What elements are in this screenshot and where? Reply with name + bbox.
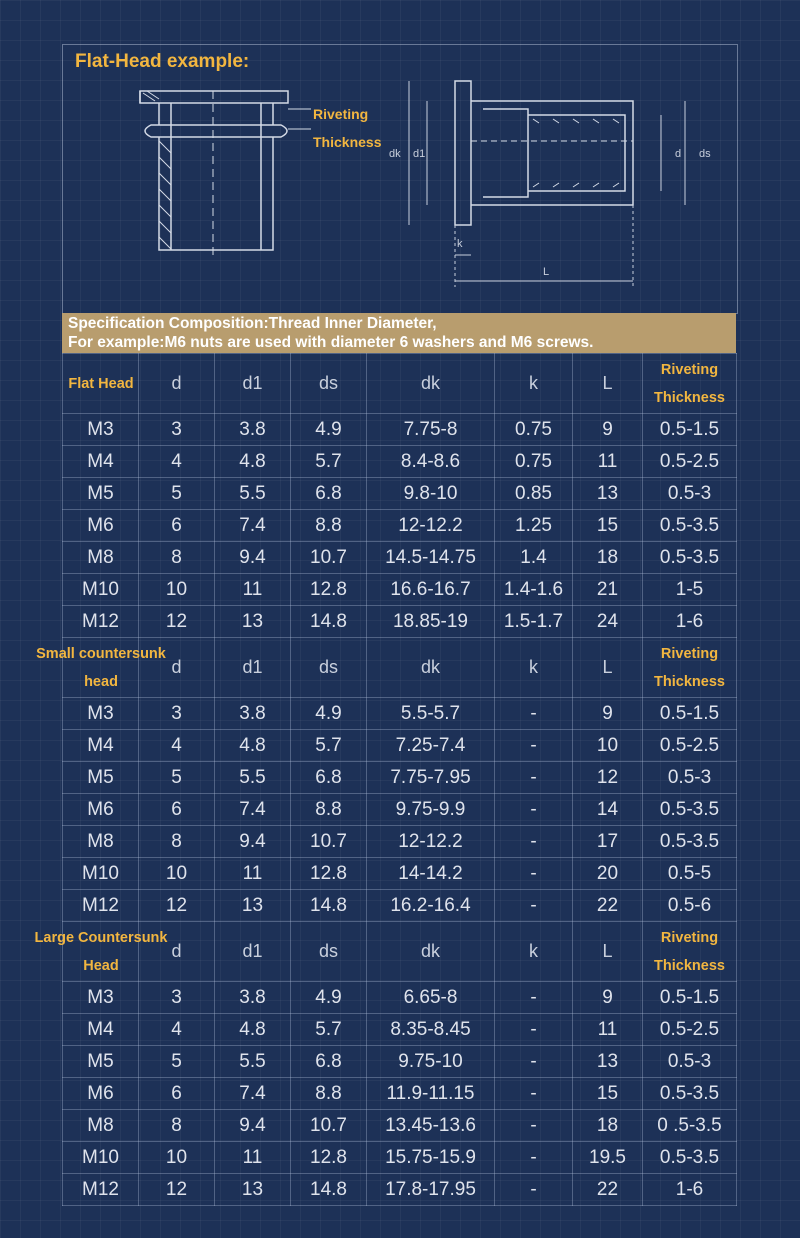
table-cell: 0.5-1.5 [643,698,737,730]
table-cell: 12 [139,606,215,638]
table-cell: 13 [573,1046,643,1078]
table-cell: M12 [63,1174,139,1206]
section-header-row [63,638,737,698]
column-header: d [139,922,215,982]
table-cell: 6 [139,510,215,542]
table-row [63,1174,737,1206]
table-cell: M8 [63,1110,139,1142]
table-cell: 8 [139,542,215,574]
table-cell: 8.4-8.6 [367,446,495,478]
table-cell: 14.8 [291,606,367,638]
table-cell: 0.85 [495,478,573,510]
table-cell: - [495,762,573,794]
table-cell: - [495,730,573,762]
table-cell: 12-12.2 [367,510,495,542]
table-cell: 0.5-3.5 [643,826,737,858]
table-cell: 9.8-10 [367,478,495,510]
table-cell: 0.75 [495,446,573,478]
table-cell: 14 [573,794,643,826]
riveting-header-line-2: Thickness [654,389,725,406]
spec-table [34,353,737,1206]
riveting-header-line-1: Riveting [660,645,719,662]
table-cell: 16.2-16.4 [367,890,495,922]
table-cell: 11 [215,574,291,606]
table-cell: M3 [63,414,139,446]
table-cell: - [495,982,573,1014]
table-cell: 1.25 [495,510,573,542]
column-header: d [139,638,215,698]
table-cell: 4 [139,1014,215,1046]
table-cell: 10 [139,1142,215,1174]
table-cell: 11 [573,446,643,478]
table-cell: - [495,1046,573,1078]
table-cell: 5 [139,478,215,510]
riveting-header-line-2: Thickness [654,957,725,974]
column-header: ds [291,354,367,414]
table-cell: 5.7 [291,446,367,478]
section-name-cell [34,922,168,982]
table-cell: M5 [63,762,139,794]
table-cell: 16.6-16.7 [367,574,495,606]
table-cell: M4 [63,446,139,478]
table-cell: 6.65-8 [367,982,495,1014]
table-cell: M3 [63,982,139,1014]
table-cell: 5.7 [291,1014,367,1046]
flat-head-drawing [63,45,737,313]
table-cell: 13 [573,478,643,510]
table-cell: 4.8 [215,730,291,762]
table-row [63,510,737,542]
table-cell: 13 [215,890,291,922]
table-cell: - [495,1174,573,1206]
riveting-header-line-1: Riveting [660,361,719,378]
table-cell: 9 [573,698,643,730]
column-header: d [139,354,215,414]
table-cell: M6 [63,1078,139,1110]
table-cell: 12.8 [291,574,367,606]
table-cell: - [495,826,573,858]
riveting-thickness-header [643,354,737,414]
table-cell: 12 [139,1174,215,1206]
column-header: dk [367,354,495,414]
table-cell: - [495,858,573,890]
dimension-lines [409,81,685,287]
table-cell: 9.75-9.9 [367,794,495,826]
table-cell: 9.4 [215,542,291,574]
table-row [63,414,737,446]
table-cell: M6 [63,794,139,826]
table-cell: 13 [215,606,291,638]
table-cell: M8 [63,826,139,858]
table-cell: 4.9 [291,982,367,1014]
table-cell: 22 [573,1174,643,1206]
table-cell: 8 [139,826,215,858]
table-cell: 15.75-15.9 [367,1142,495,1174]
column-header: dk [367,922,495,982]
table-cell: 4.8 [215,446,291,478]
table-cell: - [495,698,573,730]
table-cell: 12-12.2 [367,826,495,858]
column-header: dk [367,638,495,698]
table-cell: 18.85-19 [367,606,495,638]
table-cell: - [495,794,573,826]
table-cell: 6.8 [291,1046,367,1078]
table-row [63,762,737,794]
table-cell: 0.5-1.5 [643,982,737,1014]
table-cell: 8.35-8.45 [367,1014,495,1046]
table-cell: 5.5-5.7 [367,698,495,730]
table-cell: 5.5 [215,1046,291,1078]
table-cell: 14.5-14.75 [367,542,495,574]
table-cell: 17 [573,826,643,858]
table-cell: 22 [573,890,643,922]
table-cell: 5.5 [215,762,291,794]
table-cell: 9.75-10 [367,1046,495,1078]
table-cell: 19.5 [573,1142,643,1174]
dim-dk: dk [389,148,401,160]
riveting-header-line-1: Riveting [660,929,719,946]
table-cell: M12 [63,606,139,638]
table-cell: 10.7 [291,1110,367,1142]
table-row [63,858,737,890]
table-cell: 0.5-1.5 [643,414,737,446]
table-cell: M3 [63,698,139,730]
table-row [63,574,737,606]
table-row [63,1014,737,1046]
table-cell: 9 [573,414,643,446]
table-cell: 0.5-3 [643,1046,737,1078]
table-row [63,730,737,762]
table-cell: 21 [573,574,643,606]
table-cell: 0.5-2.5 [643,446,737,478]
table-cell: 0.5-3.5 [643,794,737,826]
table-cell: M10 [63,858,139,890]
table-cell: 9.4 [215,1110,291,1142]
table-cell: 9 [573,982,643,1014]
table-cell: 7.4 [215,510,291,542]
dim-d1: d1 [413,148,426,160]
table-cell: M10 [63,574,139,606]
dim-k: k [457,238,463,250]
section-name-cell [36,638,166,698]
table-cell: 3.8 [215,698,291,730]
table-row [63,698,737,730]
table-cell: 14.8 [291,1174,367,1206]
specification-banner [62,313,736,353]
column-header: L [573,922,643,982]
section-name-line-1: Small countersunk [36,645,166,662]
table-cell: 10 [139,858,215,890]
table-cell: 3 [139,414,215,446]
column-header: L [573,354,643,414]
table-cell: 12 [139,890,215,922]
table-cell: - [495,1014,573,1046]
table-cell: 0 .5-3.5 [643,1110,737,1142]
table-row [63,1078,737,1110]
column-header: k [495,354,573,414]
table-cell: 3 [139,698,215,730]
table-cell: 4 [139,446,215,478]
table-cell: 1.4-1.6 [495,574,573,606]
section-name-line-1: Flat Head [68,375,134,392]
table-cell: 0.75 [495,414,573,446]
table-cell: 1.5-1.7 [495,606,573,638]
table-row [63,890,737,922]
table-cell: 10.7 [291,826,367,858]
column-header: d1 [215,638,291,698]
table-cell: M6 [63,510,139,542]
dim-ds: ds [699,148,711,160]
table-cell: 0.5-3 [643,762,737,794]
table-cell: 5 [139,1046,215,1078]
table-cell: 7.25-7.4 [367,730,495,762]
table-cell: - [495,890,573,922]
dimensioned-nut-drawing [455,81,633,225]
table-cell: M10 [63,1142,139,1174]
table-cell: 13 [215,1174,291,1206]
table-row [63,1142,737,1174]
table-cell: 14-14.2 [367,858,495,890]
spec-line-1: Specification Composition:Thread Inner Diameter, [68,315,437,332]
table-cell: 0.5-3.5 [643,1078,737,1110]
table-cell: M5 [63,478,139,510]
table-row [63,542,737,574]
table-row [63,982,737,1014]
table-row [63,606,737,638]
table-row [63,794,737,826]
table-cell: 12.8 [291,858,367,890]
riveting-thickness-header [643,638,737,698]
table-cell: 5 [139,762,215,794]
column-header: k [495,922,573,982]
table-cell: 4.9 [291,414,367,446]
diagram-title: Flat-Head example: [75,51,250,72]
table-cell: 0.5-2.5 [643,730,737,762]
table-cell: 0.5-2.5 [643,1014,737,1046]
table-cell: 7.4 [215,1078,291,1110]
table-cell: 12.8 [291,1142,367,1174]
riveting-label: Riveting [313,106,369,122]
table-cell: 14.8 [291,890,367,922]
table-cell: 3.8 [215,982,291,1014]
diagram-box [62,44,738,314]
table-cell: 0.5-5 [643,858,737,890]
column-header: d1 [215,922,291,982]
table-cell: 10 [139,574,215,606]
dim-L: L [543,266,550,278]
table-cell: 9.4 [215,826,291,858]
table-cell: 4.8 [215,1014,291,1046]
table-cell: 0.5-6 [643,890,737,922]
table-cell: M4 [63,730,139,762]
column-header: k [495,638,573,698]
table-cell: 5.5 [215,478,291,510]
column-header: ds [291,922,367,982]
table-cell: 18 [573,1110,643,1142]
table-cell: M8 [63,542,139,574]
table-cell: 11 [573,1014,643,1046]
table-cell: 15 [573,510,643,542]
table-cell: 8 [139,1110,215,1142]
section-name-line-2: Head [83,957,119,974]
table-cell: 0.5-3.5 [643,542,737,574]
table-cell: 1-5 [643,574,737,606]
riveting-header-line-2: Thickness [654,673,725,690]
table-cell: 3.8 [215,414,291,446]
table-row [63,446,737,478]
table-cell: 1.4 [495,542,573,574]
table-cell: 7.75-7.95 [367,762,495,794]
table-cell: M4 [63,1014,139,1046]
section-name-line-2: head [84,673,118,690]
table-cell: 5.7 [291,730,367,762]
table-cell: 6 [139,1078,215,1110]
thickness-label: Thickness [313,134,382,150]
table-cell: 15 [573,1078,643,1110]
table-cell: - [495,1078,573,1110]
table-cell: 1-6 [643,1174,737,1206]
table-cell: 6.8 [291,762,367,794]
table-cell: 0.5-3.5 [643,1142,737,1174]
table-cell: 6 [139,794,215,826]
table-cell: 1-6 [643,606,737,638]
spec-table-body [34,354,737,1206]
table-row [63,478,737,510]
section-header-row [63,922,737,982]
installed-nut-drawing [140,91,311,255]
table-cell: 0.5-3.5 [643,510,737,542]
table-cell: 8.8 [291,510,367,542]
table-cell: 11.9-11.15 [367,1078,495,1110]
column-header: L [573,638,643,698]
table-cell: M5 [63,1046,139,1078]
table-cell: 18 [573,542,643,574]
table-cell: 17.8-17.95 [367,1174,495,1206]
table-cell: 8.8 [291,794,367,826]
table-cell: 6.8 [291,478,367,510]
table-row [63,1110,737,1142]
table-cell: 4.9 [291,698,367,730]
table-cell: - [495,1142,573,1174]
table-cell: 7.4 [215,794,291,826]
table-cell: 8.8 [291,1078,367,1110]
table-cell: 12 [573,762,643,794]
section-name-cell [63,354,139,414]
table-cell: 0.5-3 [643,478,737,510]
table-cell: 11 [215,1142,291,1174]
table-cell: M12 [63,890,139,922]
section-header-row [63,354,737,414]
table-cell: 24 [573,606,643,638]
spec-line-2: For example:M6 nuts are used with diameter 6 washers and M6 screws. [68,334,594,351]
table-cell: 20 [573,858,643,890]
table-cell: 10.7 [291,542,367,574]
riveting-thickness-header [643,922,737,982]
table-row [63,1046,737,1078]
table-cell: 3 [139,982,215,1014]
table-cell: 7.75-8 [367,414,495,446]
table-cell: 11 [215,858,291,890]
table-cell: 13.45-13.6 [367,1110,495,1142]
column-header: ds [291,638,367,698]
table-cell: - [495,1110,573,1142]
table-row [63,826,737,858]
column-header: d1 [215,354,291,414]
dim-d: d [675,148,682,160]
table-cell: 10 [573,730,643,762]
table-cell: 4 [139,730,215,762]
section-name-line-1: Large Countersunk [34,929,168,946]
